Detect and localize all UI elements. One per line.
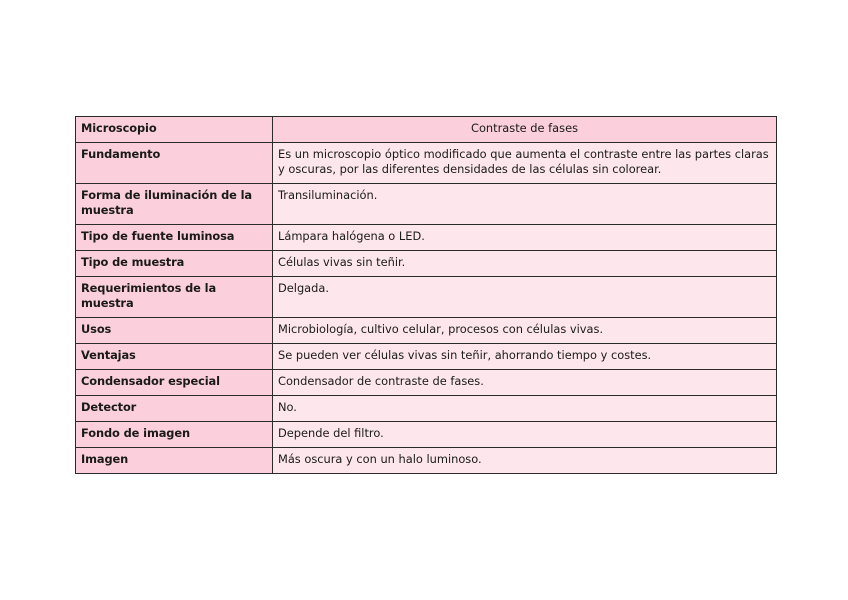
row-label-ventajas: Ventajas bbox=[76, 344, 273, 370]
row-label-fuente-luminosa: Tipo de fuente luminosa bbox=[76, 225, 273, 251]
row-value-fuente-luminosa: Lámpara halógena o LED. bbox=[273, 225, 777, 251]
table-row bbox=[76, 277, 777, 318]
table-row bbox=[76, 344, 777, 370]
row-value-condensador: Condensador de contraste de fases. bbox=[273, 370, 777, 396]
row-label-fundamento: Fundamento bbox=[76, 143, 273, 184]
row-value-detector: No. bbox=[273, 396, 777, 422]
table-row bbox=[76, 370, 777, 396]
row-label-fondo-imagen: Fondo de imagen bbox=[76, 422, 273, 448]
row-label-requerimientos: Requerimientos de la muestra bbox=[76, 277, 273, 318]
row-label-tipo-muestra: Tipo de muestra bbox=[76, 251, 273, 277]
table-row bbox=[76, 422, 777, 448]
table-row bbox=[76, 318, 777, 344]
header-label-cell: Microscopio bbox=[76, 117, 273, 143]
table-row bbox=[76, 251, 777, 277]
table-row bbox=[76, 184, 777, 225]
table-row bbox=[76, 225, 777, 251]
table-row bbox=[76, 143, 777, 184]
table-row bbox=[76, 448, 777, 474]
microscope-comparison-table bbox=[75, 116, 777, 474]
row-label-forma-iluminacion: Forma de iluminación de la muestra bbox=[76, 184, 273, 225]
row-value-requerimientos: Delgada. bbox=[273, 277, 777, 318]
row-label-condensador: Condensador especial bbox=[76, 370, 273, 396]
row-value-ventajas: Se pueden ver células vivas sin teñir, ahorrando tiempo y costes. bbox=[273, 344, 777, 370]
row-label-usos: Usos bbox=[76, 318, 273, 344]
row-value-tipo-muestra: Células vivas sin teñir. bbox=[273, 251, 777, 277]
table-row bbox=[76, 396, 777, 422]
row-label-detector: Detector bbox=[76, 396, 273, 422]
row-value-fondo-imagen: Depende del filtro. bbox=[273, 422, 777, 448]
row-value-usos: Microbiología, cultivo celular, procesos con células vivas. bbox=[273, 318, 777, 344]
row-value-fundamento: Es un microscopio óptico modificado que aumenta el contraste entre las partes claras y oscuras, por las diferentes densidades de las células sin colorear. bbox=[273, 143, 777, 184]
table-header-row bbox=[76, 117, 777, 143]
row-value-imagen: Más oscura y con un halo luminoso. bbox=[273, 448, 777, 474]
header-value-cell: Contraste de fases bbox=[273, 117, 777, 143]
row-label-imagen: Imagen bbox=[76, 448, 273, 474]
row-value-forma-iluminacion: Transiluminación. bbox=[273, 184, 777, 225]
